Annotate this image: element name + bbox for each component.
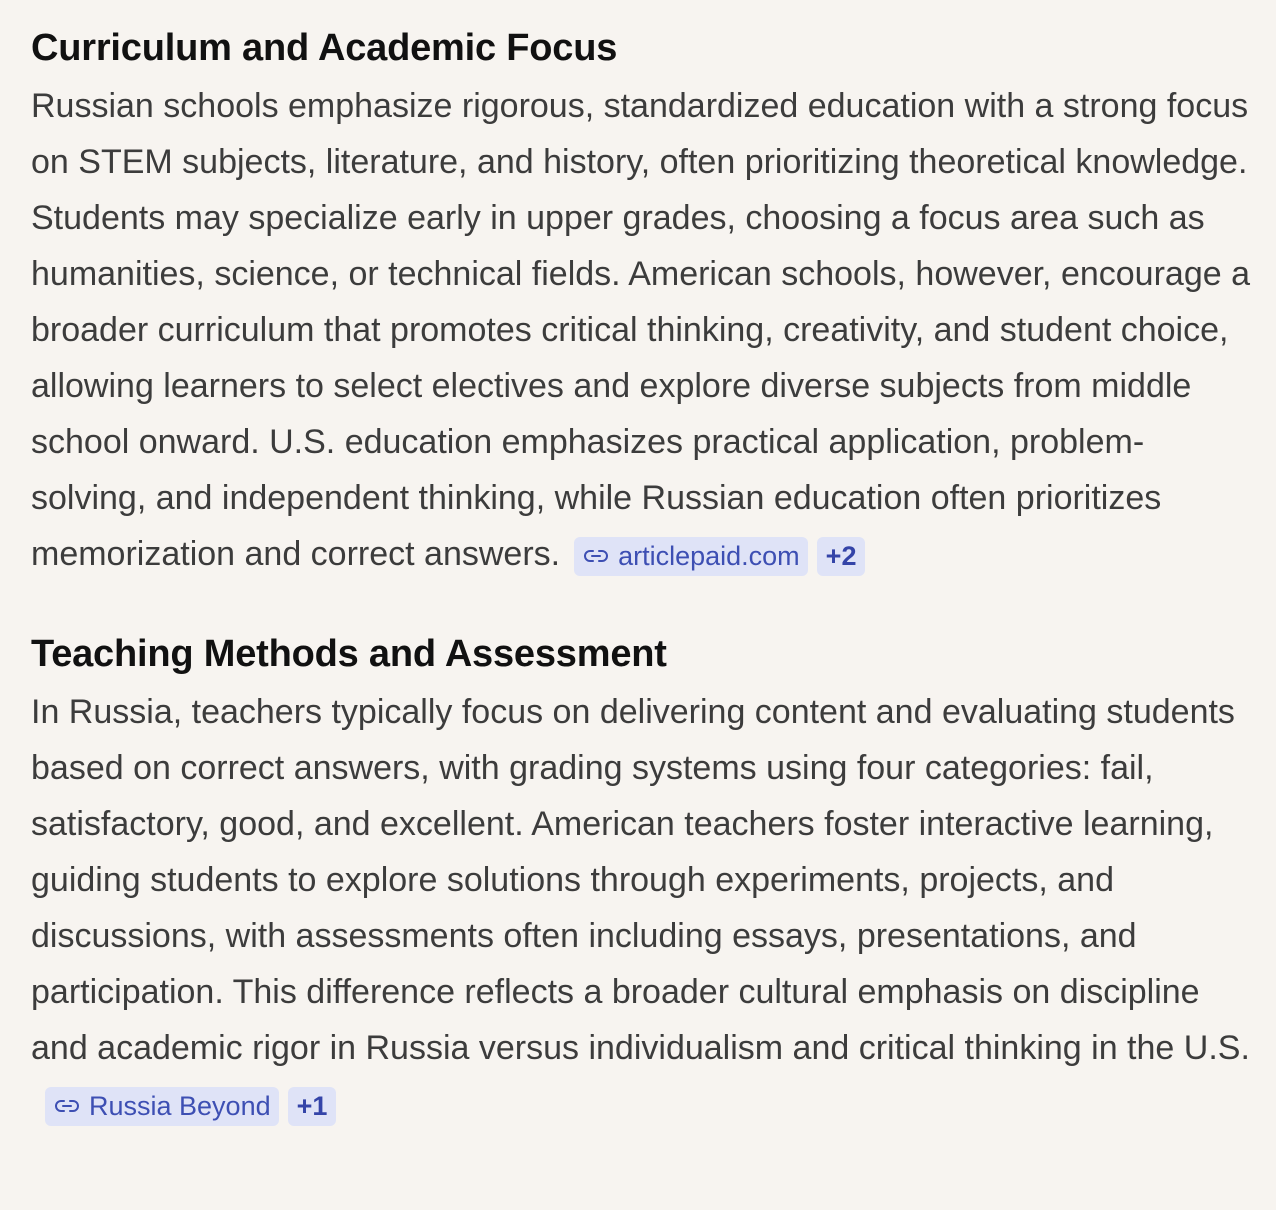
section-heading: Curriculum and Academic Focus [31,27,618,69]
section-body-text: In Russia, teachers typically focus on delivering content and evaluating students based on correct answers, with grading systems using four categories: fail, satisfactory, good, and excellent. American teachers foster interactive learning, guiding students to explore solutions through experiments, projects, and discussions, with assessments often including essays, presentations, and participation. This difference reflects a broader cultural emphasis on discipline and academic rigor in Russia versus individualism and critical thinking in the U.S. [31,693,1250,1067]
citation-group [45,1087,336,1126]
section-body [31,684,1250,1132]
section-curriculum [31,22,1250,582]
section-body [31,78,1250,582]
link-icon [55,1099,79,1113]
citation-more-button[interactable]: +2 [817,537,866,576]
citation-source-label: articlepaid.com [618,540,800,571]
citation-group [574,537,865,576]
citation-chip-source[interactable] [574,537,808,576]
citation-more-button[interactable]: +1 [288,1087,337,1126]
section-teaching-methods [31,628,1250,1132]
section-body-text: Russian schools emphasize rigorous, standardized education with a strong focus on STEM subjects, literature, and history, often prioritizing theoretical knowledge. Students may specialize early in upper grades, choosing a focus area such as humanities, science, or technical fields. American schools, however, encourage a broader curriculum that promotes critical thinking, creativity, and student choice, allowing learners to select electives and explore diverse subjects from middle school onward. U.S. education emphasizes practical application, problem-solving, and independent thinking, while Russian education often prioritizes memorization and correct answers. [31,87,1250,573]
link-icon [584,549,608,563]
section-heading: Teaching Methods and Assessment [31,633,667,675]
citation-source-label: Russia Beyond [89,1090,271,1121]
citation-chip-source[interactable] [45,1087,279,1126]
